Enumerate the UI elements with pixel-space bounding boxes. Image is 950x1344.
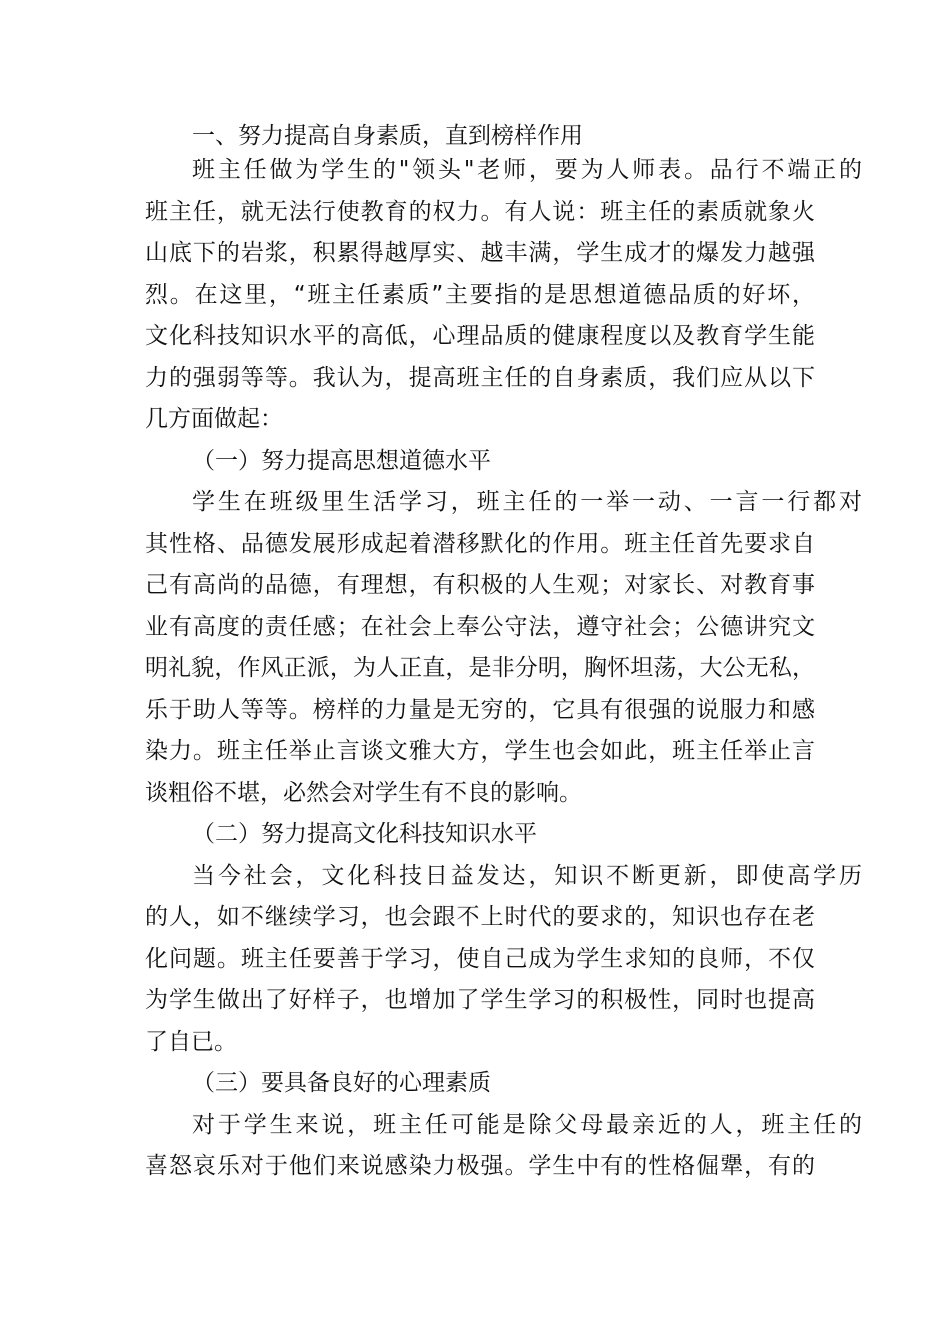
paragraph-line: 业有高度的责任感；在社会上奉公守法，遵守社会；公德讲究文: [145, 614, 815, 640]
paragraph-line: 几方面做起：: [145, 406, 283, 432]
paragraph-line: 学生在班级里生活学习，班主任的一举一动、一言一行都对: [192, 489, 862, 515]
paragraph-line: 为学生做出了好样子，也增加了学生学习的积极性，同时也提高: [145, 987, 815, 1013]
paragraph-line: 班主任做为学生的"领头"老师，要为人师表。品行不端正的: [192, 157, 862, 183]
subsection-heading: （三）要具备良好的心理素质: [192, 1070, 491, 1096]
subsection-heading: （二）努力提高文化科技知识水平: [192, 821, 537, 847]
paragraph-line: 其性格、品德发展形成起着潜移默化的作用。班主任首先要求自: [145, 531, 815, 557]
paragraph-line: 谈粗俗不堪，必然会对学生有不良的影响。: [145, 780, 582, 806]
paragraph-line: 了自已。: [145, 1029, 237, 1055]
section-heading: 一、努力提高自身素质，直到榜样作用: [192, 123, 583, 149]
subsection-heading: （一）努力提高思想道德水平: [192, 448, 491, 474]
paragraph-line: 文化科技知识水平的高低，心理品质的健康程度以及教育学生能: [145, 323, 815, 349]
paragraph-line: 力的强弱等等。我认为，提高班主任的自身素质，我们应从以下: [145, 365, 815, 391]
paragraph-line: 喜怒哀乐对于他们来说感染力极强。学生中有的性格倔犟，有的: [145, 1153, 815, 1179]
paragraph-line: 己有高尚的品德，有理想，有积极的人生观；对家长、对教育事: [145, 572, 815, 598]
paragraph-line: 化问题。班主任要善于学习，使自己成为学生求知的良师，不仅: [145, 946, 815, 972]
paragraph-line: 乐于助人等等。榜样的力量是无穷的，它具有很强的说服力和感: [145, 697, 815, 723]
paragraph-line: 明礼貌，作风正派，为人正直，是非分明，胸怀坦荡，大公无私，: [145, 655, 815, 681]
paragraph-line: 染力。班主任举止言谈文雅大方，学生也会如此，班主任举止言: [145, 738, 815, 764]
paragraph-line: 的人，如不继续学习，也会跟不上时代的要求的，知识也存在老: [145, 904, 815, 930]
paragraph-line: 烈。在这里，“班主任素质”主要指的是思想道德品质的好坏，: [145, 282, 815, 308]
paragraph-line: 班主任，就无法行使教育的权力。有人说：班主任的素质就象火: [145, 199, 815, 225]
paragraph-line: 当今社会，文化科技日益发达，知识不断更新，即使高学历: [192, 863, 862, 889]
paragraph-line: 山底下的岩浆，积累得越厚实、越丰满，学生成才的爆发力越强: [145, 240, 815, 266]
paragraph-line: 对于学生来说，班主任可能是除父母最亲近的人，班主任的: [192, 1112, 862, 1138]
